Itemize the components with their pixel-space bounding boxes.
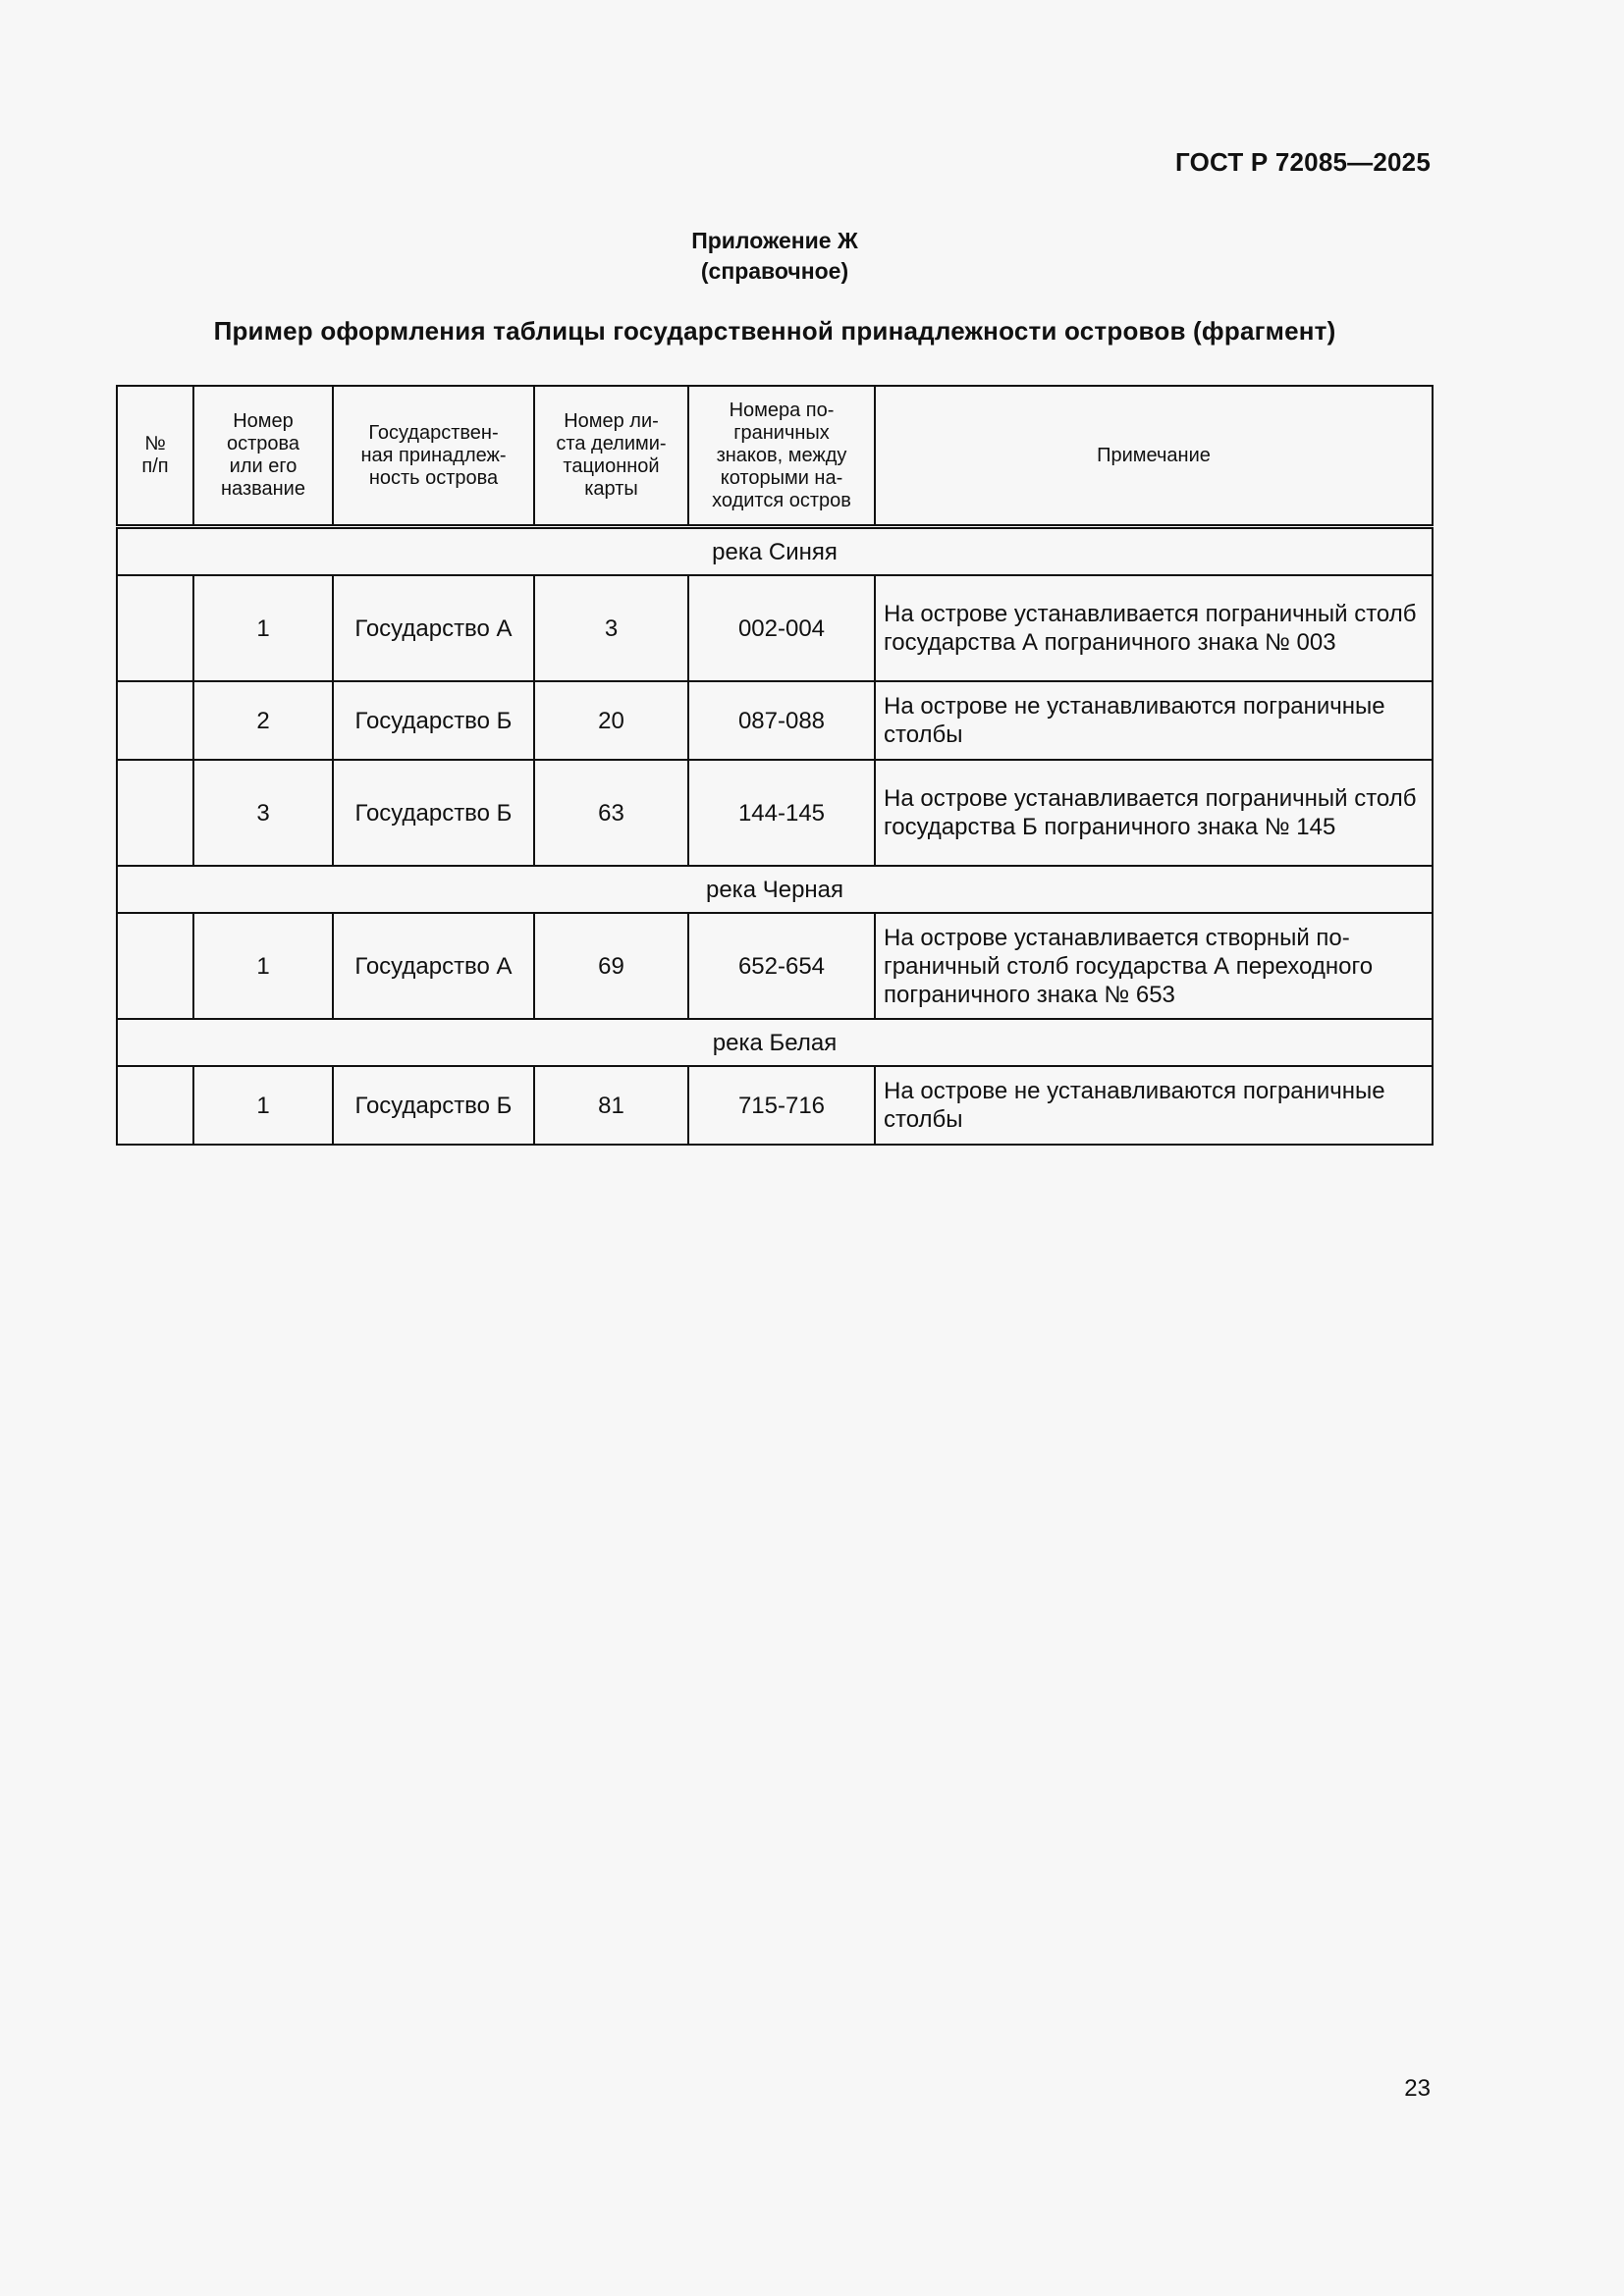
cell-state: Государство Б xyxy=(333,1066,534,1145)
cell-map-sheet: 20 xyxy=(534,681,688,760)
cell-number xyxy=(117,913,193,1019)
cell-island: 1 xyxy=(193,913,333,1019)
document-code: ГОСТ Р 72085—2025 xyxy=(1175,147,1431,177)
header-border-signs: Номера по- граничных знаков, между которыми на- ходится остров xyxy=(688,386,875,527)
cell-number xyxy=(117,760,193,866)
table-header-row xyxy=(117,386,1433,527)
cell-border-signs: 652-654 xyxy=(688,913,875,1019)
section-row xyxy=(117,527,1433,576)
cell-border-signs: 087-088 xyxy=(688,681,875,760)
cell-note: На острове не устанавливаются пограничные столбы xyxy=(875,681,1433,760)
cell-border-signs: 002-004 xyxy=(688,575,875,681)
appendix-type: (справочное) xyxy=(700,258,849,284)
table-row xyxy=(117,760,1433,866)
section-row xyxy=(117,1019,1433,1066)
header-island: Номер острова или его название xyxy=(193,386,333,527)
cell-number xyxy=(117,575,193,681)
cell-number xyxy=(117,1066,193,1145)
header-state: Государствен- ная принадлеж- ность острова xyxy=(333,386,534,527)
appendix-heading xyxy=(0,226,1549,287)
cell-state: Государство А xyxy=(333,575,534,681)
cell-map-sheet: 3 xyxy=(534,575,688,681)
table-row xyxy=(117,1066,1433,1145)
cell-island: 3 xyxy=(193,760,333,866)
header-map-sheet: Номер ли- ста делими- тационной карты xyxy=(534,386,688,527)
cell-map-sheet: 63 xyxy=(534,760,688,866)
cell-map-sheet: 81 xyxy=(534,1066,688,1145)
cell-state: Государство Б xyxy=(333,681,534,760)
header-number: № п/п xyxy=(117,386,193,527)
page-number: 23 xyxy=(1404,2075,1431,2102)
cell-state: Государство Б xyxy=(333,760,534,866)
cell-border-signs: 715-716 xyxy=(688,1066,875,1145)
table-row xyxy=(117,681,1433,760)
header-note: Примечание xyxy=(875,386,1433,527)
table-row xyxy=(117,913,1433,1019)
cell-state: Государство А xyxy=(333,913,534,1019)
table-row xyxy=(117,575,1433,681)
cell-map-sheet: 69 xyxy=(534,913,688,1019)
cell-island: 2 xyxy=(193,681,333,760)
cell-number xyxy=(117,681,193,760)
section-name: река Синяя xyxy=(117,527,1433,576)
section-row xyxy=(117,866,1433,913)
cell-island: 1 xyxy=(193,575,333,681)
table-title: Пример оформления таблицы государственной принадлежности островов (фрагмент) xyxy=(213,316,1336,346)
cell-border-signs: 144-145 xyxy=(688,760,875,866)
cell-note: На острове устанавливается пограничный столб государства А пограничного знака № 003 xyxy=(875,575,1433,681)
cell-note: На острове устанавливается пограничный столб государства Б пограничного знака № 145 xyxy=(875,760,1433,866)
section-name: река Белая xyxy=(117,1019,1433,1066)
cell-island: 1 xyxy=(193,1066,333,1145)
cell-note: На острове не устанавливаются пограничные столбы xyxy=(875,1066,1433,1145)
cell-note: На острове устанавливается створный по-граничный столб государства А переходного пограничного знака № 653 xyxy=(875,913,1433,1019)
islands-table xyxy=(116,385,1434,1146)
section-name: река Черная xyxy=(117,866,1433,913)
appendix-label: Приложение Ж xyxy=(691,228,858,253)
